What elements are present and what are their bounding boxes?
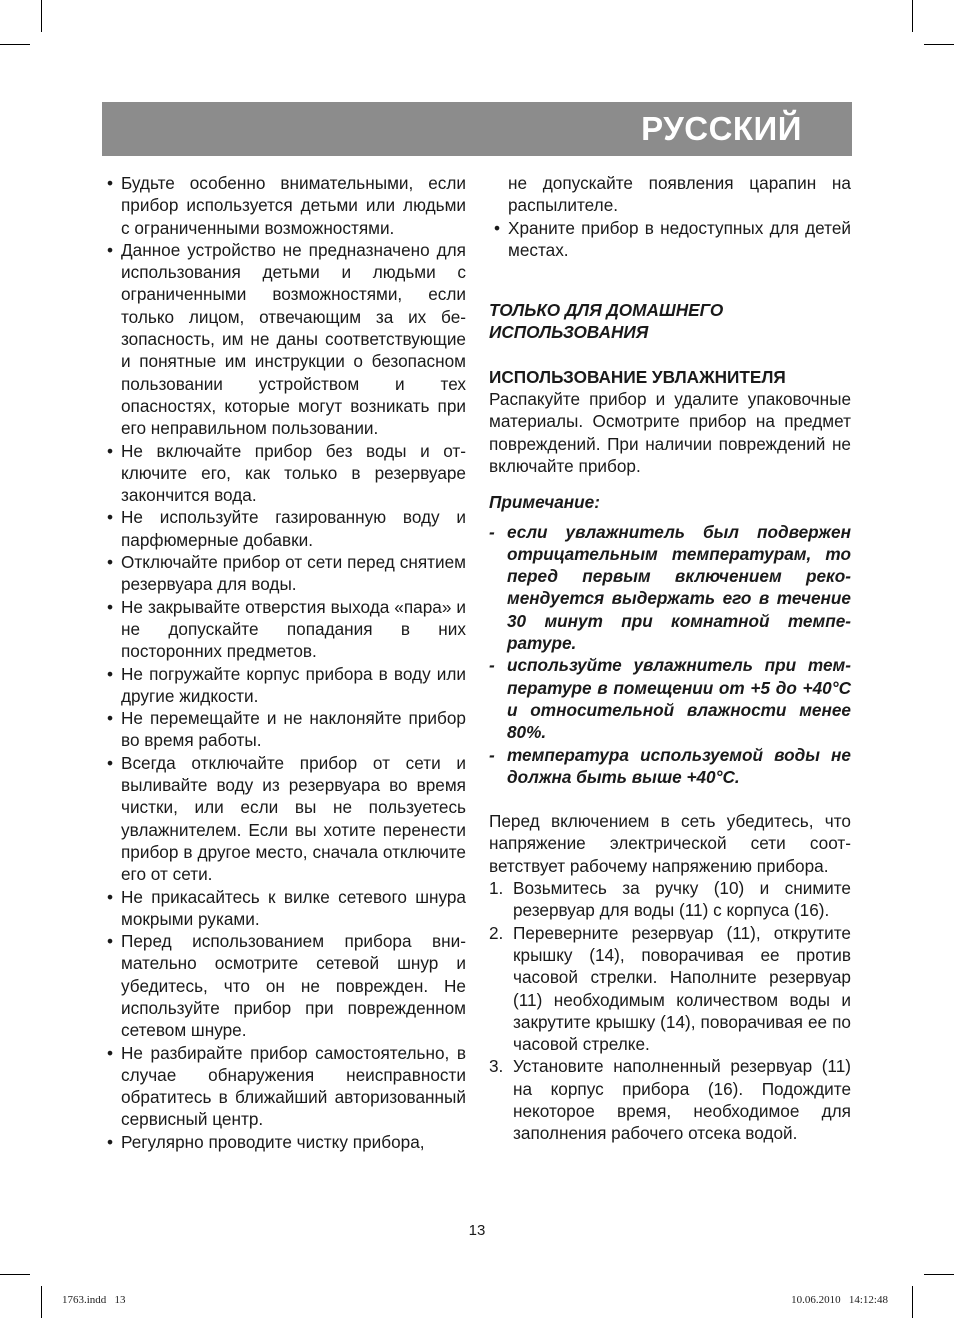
note-item: - температура используемой воды не должна быть выше +40°C. <box>489 744 851 787</box>
language-header-bar <box>102 102 852 156</box>
page-number: 13 <box>468 1222 486 1239</box>
note-label: Примечание: <box>489 492 600 513</box>
safety-bullet: • Данное устройство не предназначено для использования детьми и людьми с ограниченными возможностями, если только лицом, отвечающим за их безопасность, им не даны соответствующие и понятные им инструкции о безопасном пользовании устройством и тех опасностях, которые могут возникать при его неправильном пользовании. <box>107 239 466 439</box>
safety-bullet: • Храните прибор в недоступных для детей местах. <box>494 217 851 260</box>
note-item: - используйте увлажнитель при температуре в помещении от +5 до +40°C и относительной влажности менее 80%. <box>489 655 851 743</box>
crop-mark <box>0 44 30 45</box>
left-column <box>102 172 466 1153</box>
step-item: 2. Переверните резервуар (11), открутите крышку (14), поворачивая ее против часовой стрелки. Наполните резервуар (11) необходимым количеством воды и закрутите крышку (14), поворачивая ее по часовой стрелке. <box>489 922 851 1055</box>
usage-heading: ИСПОЛЬЗОВАНИЕ УВЛАЖНИТЕЛЯ <box>489 366 786 387</box>
right-column <box>489 172 851 1145</box>
safety-bullet: • Не перемещайте и не наклоняйте прибор во время работы. <box>107 708 466 751</box>
crop-mark <box>924 1274 954 1275</box>
crop-mark <box>912 0 913 32</box>
usage-paragraph: Распакуйте прибор и удалите упаковочные материалы. Осмотрите прибор на предмет повреждений. При наличии повреждений не включайте прибор. <box>489 389 851 476</box>
safety-bullet: • Не разбирайте прибор самостоятельно, в случае обнаружения неисправности обратитесь в ближайший авторизованный сервисный центр. <box>107 1042 466 1130</box>
language-title: РУССКИЙ <box>641 110 802 147</box>
footer-datetime: 10.06.2010 14:12:48 <box>791 1294 888 1306</box>
safety-bullet: • Не используйте газированную воду и парфюмерные добавки. <box>107 507 466 550</box>
home-use-heading: ТОЛЬКО ДЛЯ ДОМАШНЕГО ИСПОЛЬЗОВАНИЯ <box>489 300 724 343</box>
voltage-paragraph: Перед включением в сеть убедитесь, что напряжение электрической сети соответствует рабочему напряжению прибора. <box>489 811 851 876</box>
safety-bullet: • Не включайте прибор без воды и отключите его, как только в резервуаре закончится вода. <box>107 440 466 506</box>
crop-mark <box>912 1286 913 1318</box>
safety-bullet: • Будьте особенно внимательными, если прибор используется детьми или людьми с ограниченными возможностями. <box>107 173 466 238</box>
crop-mark <box>41 0 42 32</box>
bullet-continuation: не допускайте появления царапин на распылителе. <box>508 173 851 216</box>
safety-bullet: • Всегда отключайте прибор от сети и выливайте воду из резервуара во время чистки, или если вы не пользуетесь увлажнителем. Если вы хотите перенести прибор в другое место, сначала отключите его от сети. <box>107 752 466 885</box>
footer-file: 1763.indd 13 <box>62 1294 126 1306</box>
safety-bullet: • Не погружайте корпус прибора в воду или другие жидкости. <box>107 663 466 706</box>
safety-bullet: • Регулярно проводите чистку прибора, <box>107 1131 425 1152</box>
safety-bullet: • Перед использованием прибора внимательно осмотрите сетевой шнур и убедитесь, что он не поврежден. Не используйте прибор при поврежденном сетевом шнуре. <box>107 931 466 1041</box>
safety-bullet: • Не прикасайтесь к вилке сетевого шнура мокрыми руками. <box>107 886 466 929</box>
safety-bullet: • Не закрывайте отверстия выхода «пара» и не допускайте попадания в них посторонних предметов. <box>107 596 466 662</box>
crop-mark <box>924 44 954 45</box>
step-item: 1. Возьмитесь за ручку (10) и снимите резервуар для воды (11) с корпуса (16). <box>489 878 851 921</box>
note-item: - если увлажнитель был подвержен отрицательным температурам, то перед первым включением рекомендуется выдержать его в течение 30 минут при комнатной температуре. <box>489 521 851 654</box>
crop-mark <box>41 1286 42 1318</box>
crop-mark <box>0 1274 30 1275</box>
step-item: 3. Установите наполненный резервуар (11) на корпус прибора (16). Подождите некоторое время, необходимое для заполнения рабочего отсека водой. <box>489 1056 851 1144</box>
safety-bullet: • Отключайте прибор от сети перед снятием резервуара для воды. <box>107 552 466 595</box>
